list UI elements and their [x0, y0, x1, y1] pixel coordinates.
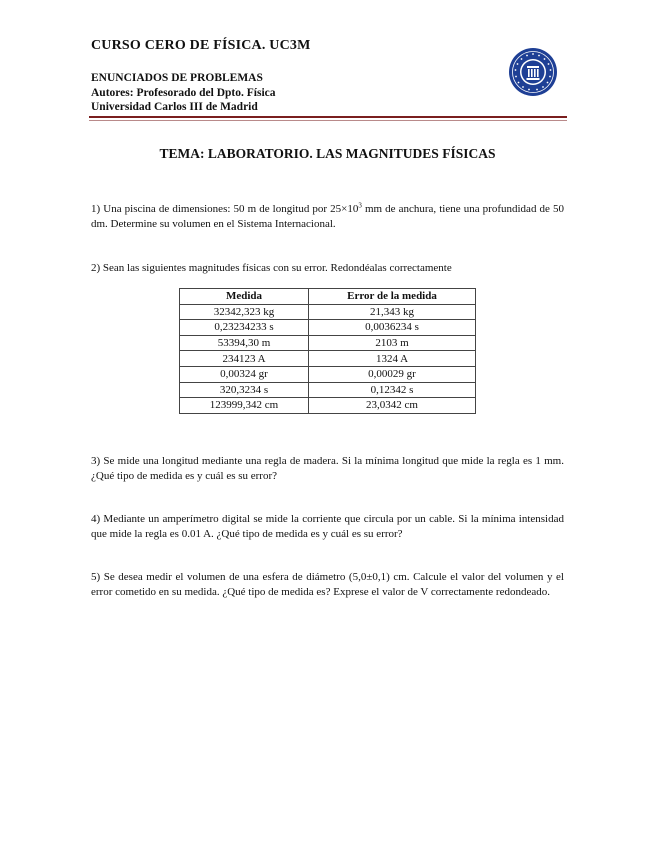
table-row: [180, 382, 476, 398]
error-cell: 1324 A: [309, 351, 476, 367]
error-cell: 0,12342 s: [309, 382, 476, 398]
error-cell: 2103 m: [309, 335, 476, 351]
table-row: [180, 351, 476, 367]
table-row: [180, 398, 476, 414]
problem-2: 2) Sean las siguientes magnitudes físicas con su error. Redondéalas correctamente: [91, 262, 452, 274]
measure-cell: 32342,323 kg: [180, 304, 309, 320]
measure-cell: 320,3234 s: [180, 382, 309, 398]
problem-1-exponent: 3: [358, 201, 362, 210]
table-header-row: [180, 289, 476, 305]
header-rule-thin: [89, 120, 567, 121]
error-cell: 0,00029 gr: [309, 366, 476, 382]
header-block: [91, 71, 276, 115]
error-cell: 21,343 kg: [309, 304, 476, 320]
measure-cell: 0,23234233 s: [180, 320, 309, 336]
page-title: TEMA: LABORATORIO. LAS MAGNITUDES FÍSICAS: [159, 146, 496, 161]
university-seal-icon: [508, 47, 558, 97]
magnitudes-table: [179, 288, 476, 414]
measure-cell: 53394,30 m: [180, 335, 309, 351]
error-cell: 23,0342 cm: [309, 398, 476, 414]
document-subtitle: ENUNCIADOS DE PROBLEMAS: [91, 72, 263, 84]
column-header-error: Error de la medida: [309, 289, 476, 305]
course-title: CURSO CERO DE FÍSICA. UC3M: [91, 38, 311, 53]
problem-5: 5) Se desea medir el volumen de una esfera de diámetro (5,0±0,1) cm. Calcule el valor del volumen y el error cometido en su medida. ¿Qué tipo de medida es? Exprese el valor de V correctamente redondeado.: [91, 571, 564, 598]
table-row: [180, 304, 476, 320]
column-header-measure: Medida: [180, 289, 309, 305]
measure-cell: 0,00324 gr: [180, 366, 309, 382]
table-row: [180, 320, 476, 336]
measure-cell: 123999,342 cm: [180, 398, 309, 414]
problem-1-text: 1) Una piscina de dimensiones: 50 m de longitud por 25×10: [91, 203, 359, 215]
problem-3: 3) Se mide una longitud mediante una regla de madera. Si la mínima longitud que mide la regla es 1 mm. ¿Qué tipo de medida es y cuál es su error?: [91, 455, 564, 482]
university-line: Universidad Carlos III de Madrid: [91, 101, 258, 113]
table-row: [180, 366, 476, 382]
table-row: [180, 335, 476, 351]
error-cell: 0,0036234 s: [309, 320, 476, 336]
measure-cell: 234123 A: [180, 351, 309, 367]
header-rule: [89, 116, 567, 118]
problem-4: 4) Mediante un amperímetro digital se mide la corriente que circula por un cable. Si la mínima intensidad que mide la regla es 0.01 A. ¿Qué tipo de medida es y cuál es su error?: [91, 513, 564, 540]
authors-line: Autores: Profesorado del Dpto. Física: [91, 86, 276, 99]
problem-1-text-cont: mm de anchura, tiene una profundidad de 50 dm. Determine su volumen en el Sistema Internacional.: [91, 203, 564, 230]
problem-1: [91, 202, 564, 232]
